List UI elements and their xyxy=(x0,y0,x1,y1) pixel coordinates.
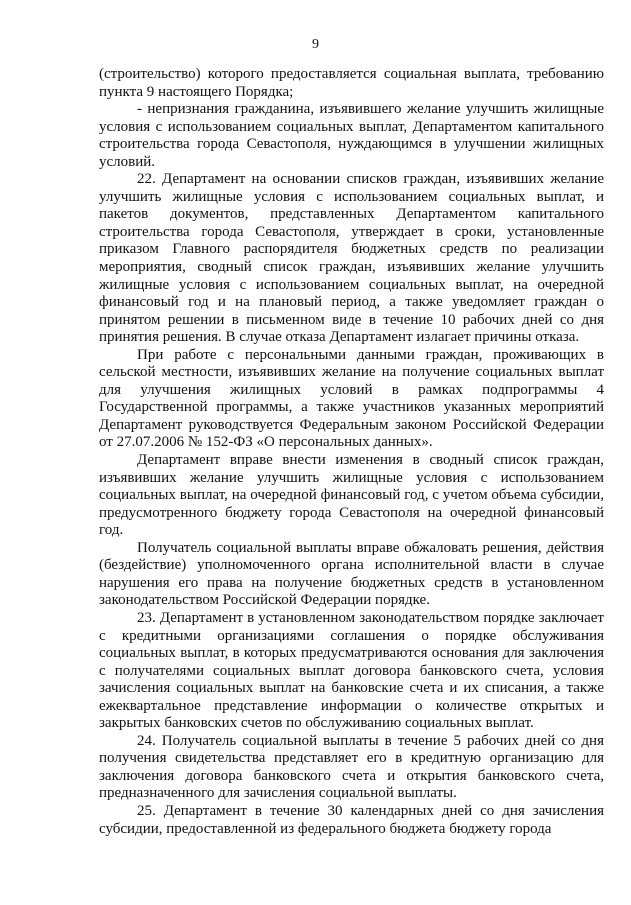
paragraph-6: Получатель социальной выплаты вправе обжаловать решения, действия (бездействие) уполномоченного органа исполнительной власти в случае нарушения его права на получение бюджетных средств в установленном законодательством Российской Федерации порядке. xyxy=(99,539,604,609)
paragraph-1: (строительство) которого предоставляется социальная выплата, требованию пункта 9 настоящего Порядка; xyxy=(99,66,604,100)
paragraph-9-item-25: 25. Департамент в течение 30 календарных дней со дня зачисления субсидии, предоставленной из федерального бюджета бюджету города xyxy=(99,802,604,837)
paragraph-7-item-23: 23. Департамент в установленном законодательством порядке заключает с кредитными организациями соглашения о порядке обслуживания социальных выплат, в которых предусматриваются основания для заключения с получателями социальных выплат договора банковского счета, условия зачисления социальных выплат на банковские счета и их списания, а также ежеквартальное представление информации о количестве открытых и закрытых банковских счетов по обслуживанию социальных выплат. xyxy=(99,609,604,732)
page-number: 9 xyxy=(312,37,319,52)
paragraph-4: При работе с персональными данными граждан, проживающих в сельской местности, изъявивших желание на получение социальных выплат для улучшения жилищных условий в рамках подпрограммы 4 Государственной программы, а также участников указанных мероприятий Департамент руководствуется Федеральным законом Российской Федерации от 27.07.2006 № 152-ФЗ «О персональных данных». xyxy=(99,346,604,451)
document-body xyxy=(99,66,604,838)
paragraph-8-item-24: 24. Получатель социальной выплаты в течение 5 рабочих дней со дня получения свидетельства представляет его в кредитную организацию для заключения договора банковского счета и открытия банковского счета, предназначенного для зачисления социальной выплаты. xyxy=(99,732,604,802)
paragraph-2: - непризнания гражданина, изъявившего желание улучшить жилищные условия с использованием социальных выплат, Департаментом капитального строительства города Севастополя, нуждающимся в улучшении жилищных условий. xyxy=(99,101,604,170)
paragraph-5: Департамент вправе внести изменения в сводный список граждан, изъявивших желание улучшить жилищные условия с использованием социальных выплат, на очередной финансовый год, с учетом объема субсидии, предусмотренного бюджету города Севастополя на очередной финансовый год. xyxy=(99,452,604,539)
paragraph-3-item-22: 22. Департамент на основании списков граждан, изъявивших желание улучшить жилищные условия с использованием социальных выплат, и пакетов документов, представленных Департаментом капитального строительства города Севастополя, утверждает в сроки, установленные приказом Главного распорядителя бюджетных средств по реализации мероприятия, сводный список граждан, изъявивших желание улучшить жилищные условия с использованием социальных выплат, на очередной финансовый год и на плановый период, а также уведомляет граждан о принятом решении в письменном виде в течение 10 рабочих дней со дня принятия решения. В случае отказа Департамент излагает причины отказа. xyxy=(99,171,604,346)
